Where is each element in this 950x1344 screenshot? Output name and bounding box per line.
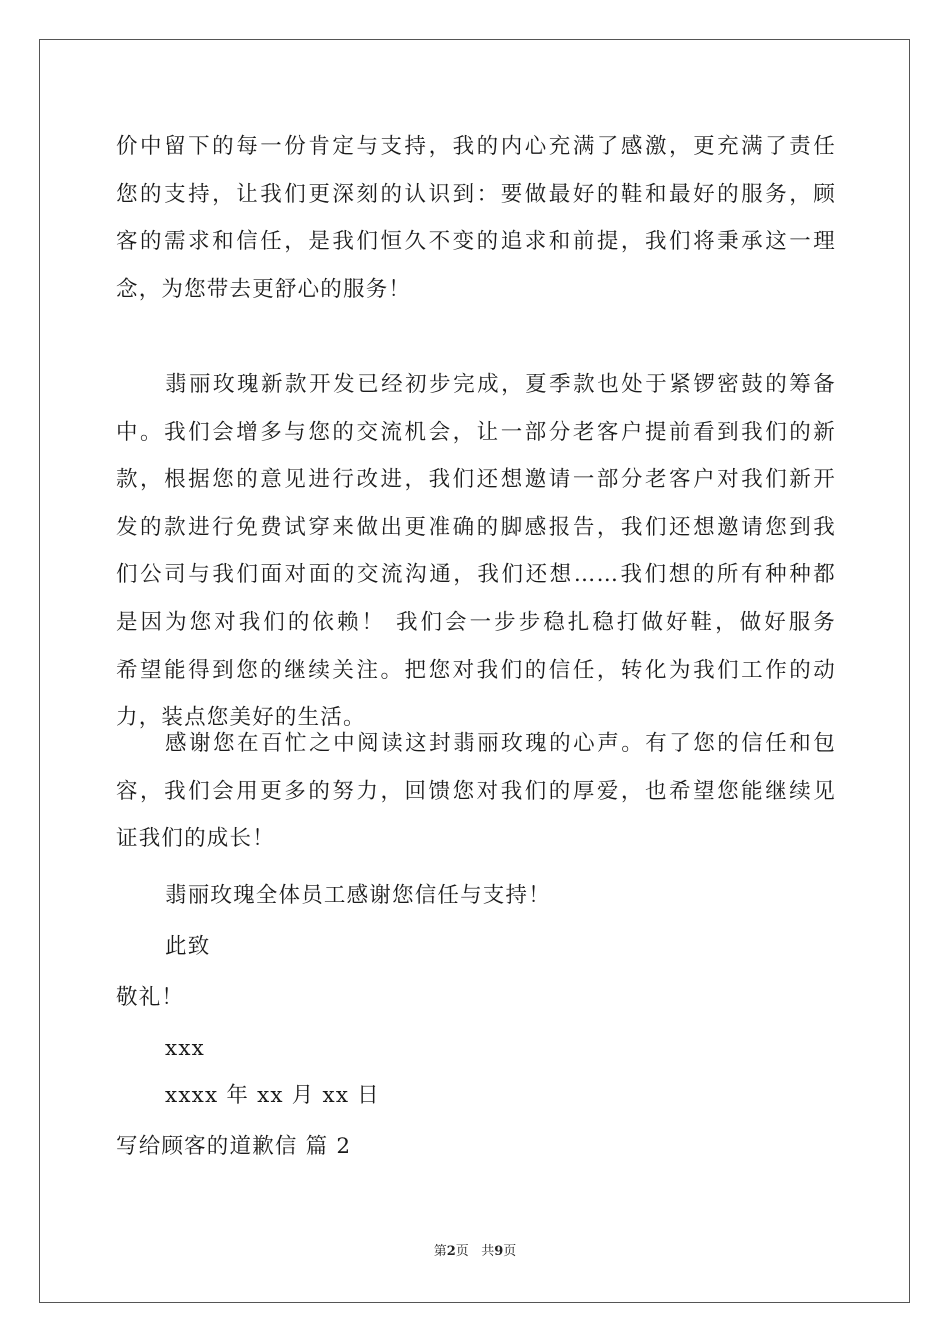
text-line: 翡丽玫瑰新款开发已经初步完成，夏季款也处于紧锣密鼓的筹备 [165, 372, 836, 397]
signature: xxx [165, 1036, 205, 1061]
paragraph-new-products [116, 361, 836, 742]
text-line: 证我们的成长！ [116, 826, 275, 852]
text-line: 价中留下的每一份肯定与支持，我的内心充满了感激，更充满了责任 [116, 134, 836, 159]
total-label: 共 [481, 1244, 495, 1259]
text-line: 念，为您带去更舒心的服务！ [116, 276, 412, 302]
text-line: 中。我们会增多与您的交流机会，让一部分老客户提前看到我们的新 [116, 419, 836, 445]
text-line: 是因为您对我们的依赖！ 我们会一步步稳扎稳打做好鞋，做好服务 [116, 609, 836, 635]
closing-salutation: 此致 [165, 934, 211, 959]
closing-thanks: 翡丽玫瑰全体员工感谢您信任与支持！ [165, 883, 551, 908]
paragraph-thanks [116, 720, 836, 863]
page-number-current: 2 [446, 1244, 456, 1259]
section-heading: 写给顾客的道歉信 篇 2 [116, 1134, 352, 1159]
text-line: 您的支持，让我们更深刻的认识到：要做最好的鞋和最好的服务，顾 [116, 181, 836, 207]
text-line: 力，装点您美好的生活。 [116, 705, 366, 731]
page-unit: 页 [455, 1244, 469, 1259]
text-line: 客的需求和信任，是我们恒久不变的追求和前提，我们将秉承这一理 [116, 229, 836, 255]
total-unit: 页 [503, 1244, 517, 1259]
page-footer [0, 1243, 950, 1261]
letter-date: xxxx 年 xx 月 xx 日 [165, 1083, 380, 1108]
page-number-total: 9 [494, 1244, 504, 1259]
text-line: 感谢您在百忙之中阅读这封翡丽玫瑰的心声。有了您的信任和包 [165, 731, 836, 756]
text-line: 们公司与我们面对面的交流沟通，我们还想……我们想的所有种种都 [116, 562, 836, 588]
text-line: 发的款进行免费试穿来做出更准确的脚感报告，我们还想邀请您到我 [116, 514, 836, 540]
closing-regards: 敬礼！ [116, 985, 185, 1010]
text-line: 款，根据您的意见进行改进，我们还想邀请一部分老客户对我们新开 [116, 467, 836, 493]
page-label: 第 [433, 1244, 447, 1259]
text-line: 希望能得到您的继续关注。把您对我们的信任，转化为我们工作的动 [116, 657, 836, 683]
text-line: 容，我们会用更多的努力，回馈您对我们的厚爱，也希望您能继续见 [116, 778, 836, 804]
paragraph-continued [116, 123, 836, 313]
